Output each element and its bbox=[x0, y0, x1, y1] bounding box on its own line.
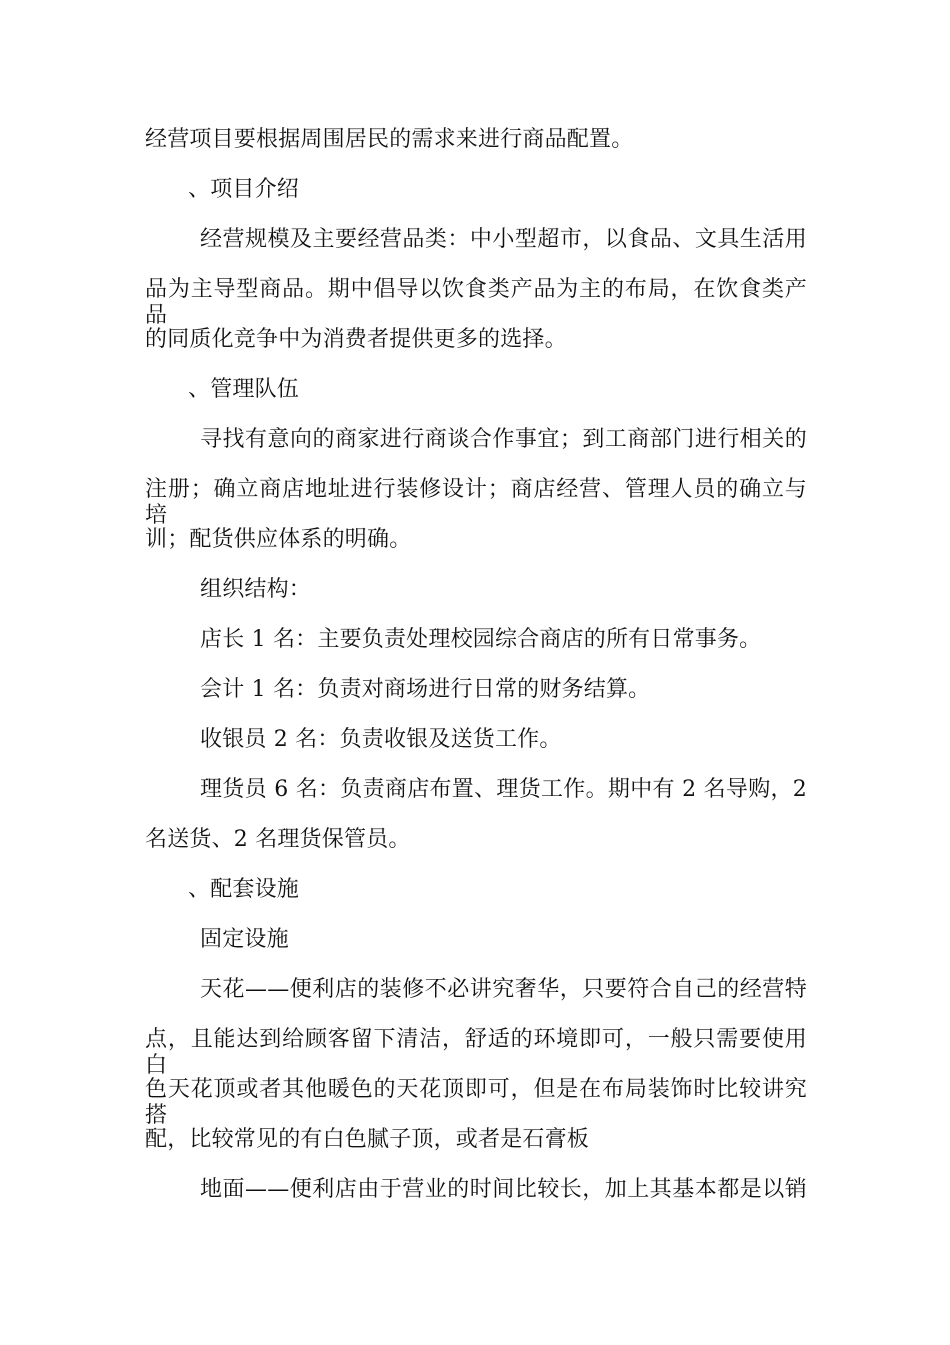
paragraph-line: 天花——便利店的装修不必讲究奢华，只要符合自己的经营特 bbox=[200, 977, 807, 1002]
paragraph-line: 地面——便利店由于营业的时间比较长，加上其基本都是以销 bbox=[200, 1177, 807, 1202]
paragraph-line: 的同质化竞争中为消费者提供更多的选择。 bbox=[145, 327, 567, 352]
paragraph-line: 训；配货供应体系的明确。 bbox=[145, 527, 412, 552]
paragraph-line: 经营项目要根据周围居民的需求来进行商品配置。 bbox=[145, 127, 634, 152]
paragraph-line: 经营规模及主要经营品类：中小型超市，以食品、文具生活用 bbox=[200, 227, 807, 252]
section-heading-facilities: 、配套设施 bbox=[188, 877, 300, 902]
subheading-fixed-facilities: 固定设施 bbox=[200, 927, 289, 952]
org-item-cashier: 收银员 2 名：负责收银及送货工作。 bbox=[200, 727, 562, 752]
paragraph-line: 点，且能达到给顾客留下清洁，舒适的环境即可，一般只需要使用白 bbox=[145, 1027, 807, 1078]
paragraph-line: 配，比较常见的有白色腻子顶，或者是石膏板 bbox=[145, 1127, 590, 1152]
org-structure-label: 组织结构： bbox=[200, 577, 312, 602]
org-item-stock-clerk: 理货员 6 名：负责商店布置、理货工作。期中有 2 名导购，2 bbox=[200, 777, 807, 802]
paragraph-line: 注册；确立商店地址进行装修设计；商店经营、管理人员的确立与培 bbox=[145, 477, 807, 528]
org-item-store-manager: 店长 1 名：主要负责处理校园综合商店的所有日常事务。 bbox=[200, 627, 762, 652]
paragraph-line: 品为主导型商品。期中倡导以饮食类产品为主的布局，在饮食类产品 bbox=[145, 277, 807, 328]
paragraph-line: 色天花顶或者其他暖色的天花顶即可，但是在布局装饰时比较讲究搭 bbox=[145, 1077, 807, 1128]
org-item-accountant: 会计 1 名：负责对商场进行日常的财务结算。 bbox=[200, 677, 651, 702]
paragraph-line: 名送货、2 名理货保管员。 bbox=[145, 827, 411, 852]
section-heading-management-team: 、管理队伍 bbox=[188, 377, 300, 402]
paragraph-line: 寻找有意向的商家进行商谈合作事宜；到工商部门进行相关的 bbox=[200, 427, 807, 452]
section-heading-project-intro: 、项目介绍 bbox=[188, 177, 300, 202]
